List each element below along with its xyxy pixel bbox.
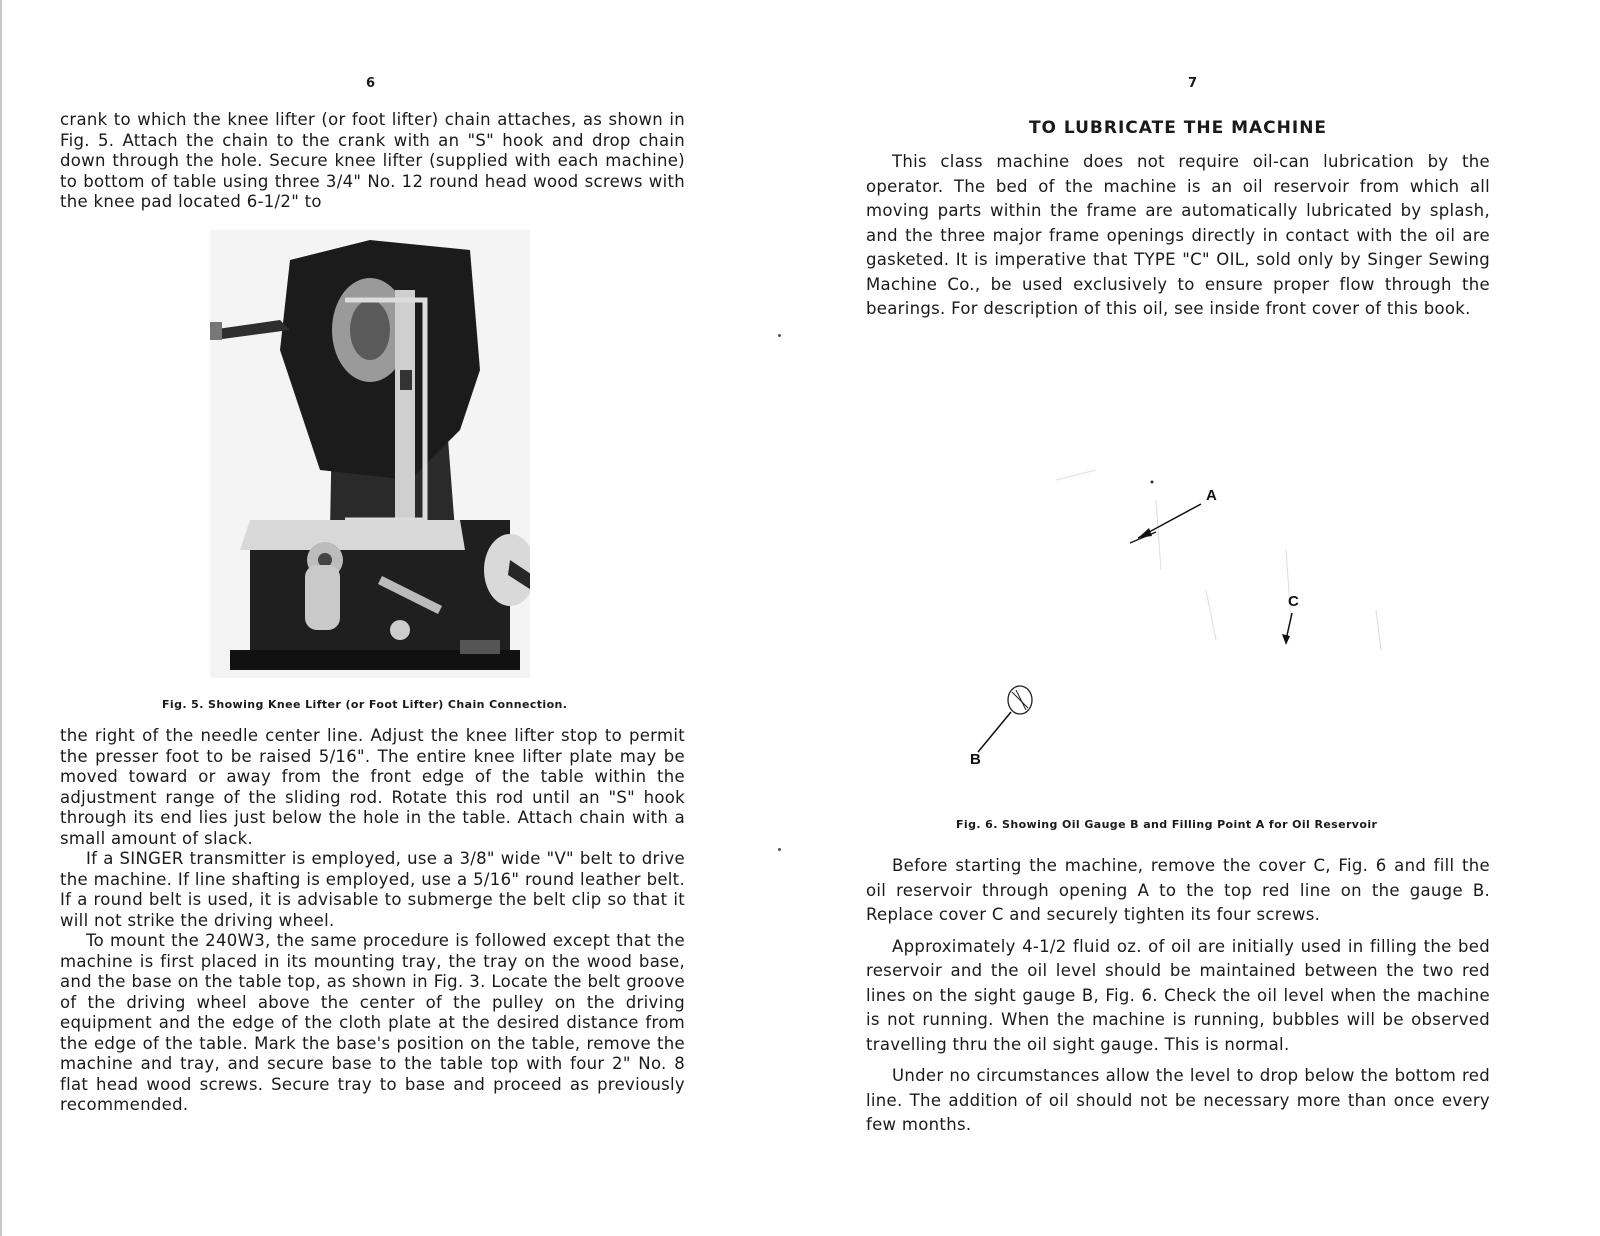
paragraph: crank to which the knee lifter (or foot lifter) chain attaches, as shown in Fig. 5. Attach the chain to the crank with an "S" hook and drop chain down through the hole. Secure knee lifter (supplied with each machine) to bottom of table using three 3/4" No. 12 round head wood screws with the knee pad located 6-1/2" to <box>60 110 685 211</box>
paragraph: Before starting the machine, remove the cover C, Fig. 6 and fill the oil reservoir through opening A to the top red line on the gauge B. Replace cover C and securely tighten its four screws. <box>866 856 1490 924</box>
page-number: 6 <box>366 76 376 91</box>
paragraph: If a SINGER transmitter is employed, use a 3/8" wide "V" belt to drive the machine. If line shafting is employed, use a 5/16" round leather belt. If a round belt is used, it is advisable to submerge the belt clip so that it will not strike the driving wheel. <box>60 849 685 930</box>
scan-speck <box>778 848 781 851</box>
text-block-bottom <box>60 726 685 1116</box>
section-heading: TO LUBRICATE THE MACHINE <box>1028 118 1328 138</box>
figure-5-caption: Fig. 5. Showing Knee Lifter (or Foot Lifter) Chain Connection. <box>162 698 568 711</box>
arrow-b <box>978 712 1011 752</box>
oil-gauge-b-icon <box>1008 686 1032 714</box>
paragraph: the right of the needle center line. Adjust the knee lifter stop to permit the presser foot to be raised 5/16". The entire knee lifter plate may be moved toward or away from the front edge of the table within the adjustment range of the sliding rod. Rotate this rod until an "S" hook through its end lies just below the hole in the table. Attach chain with a small amount of slack. <box>60 726 685 848</box>
spread-edge <box>0 0 2 1236</box>
paragraph: Under no circumstances allow the level to drop below the bottom red line. The addition of oil should not be necessary more than once every few months. <box>866 1066 1490 1134</box>
right-page <box>866 0 1490 1236</box>
figure-6-diagram <box>956 440 1486 800</box>
page-number: 7 <box>1188 76 1198 91</box>
paragraph: Approximately 4-1/2 fluid oz. of oil are initially used in filling the bed reservoir and the oil level should be maintained between the two red lines on the sight gauge B, Fig. 6. Check the oil level when the machine is not running. When the machine is running, bubbles will be observed travelling thru the oil sight gauge. This is normal. <box>866 936 1490 1054</box>
paragraph: This class machine does not require oil-can lubrication by the operator. The bed of the machine is an oil reservoir from which all moving parts within the frame are automatically lubricated by splash, and the three major frame openings directly in contact with the oil are gasketed. It is imperative that TYPE "C" OIL, sold only by Singer Sewing Machine Co., be used exclusively to ensure proper flow through the bearings. For description of this oil, see inside front cover of this book. <box>866 152 1490 318</box>
paragraph: To mount the 240W3, the same procedure is followed except that the machine is first placed in its mounting tray, the tray on the wood base, and the base on the table top, as shown in Fig. 3. Locate the belt groove of the driving wheel above the center of the pulley on the driving equipment and the edge of the cloth plate at the desired distance from the edge of the table. Mark the base's position on the table, remove the machine and tray, and secure base to the table top with four 2" No. 8 flat head wood screws. Secure tray to base and proceed as previously recommended. <box>60 931 685 1114</box>
knee-lifter-machine-illustration <box>210 230 530 678</box>
oil-reservoir-diagram <box>956 440 1486 800</box>
instructions-text <box>866 854 1490 1145</box>
label-a: A <box>1206 487 1217 504</box>
intro-text <box>866 150 1490 322</box>
label-b: B <box>970 751 981 768</box>
figure-6-caption: Fig. 6. Showing Oil Gauge B and Filling Point A for Oil Reservoir <box>956 818 1378 831</box>
left-page <box>60 0 685 1236</box>
text-block-top <box>60 110 685 213</box>
scan-speck <box>778 334 781 337</box>
figure-5-photo <box>210 230 530 678</box>
label-c: C <box>1288 593 1299 610</box>
